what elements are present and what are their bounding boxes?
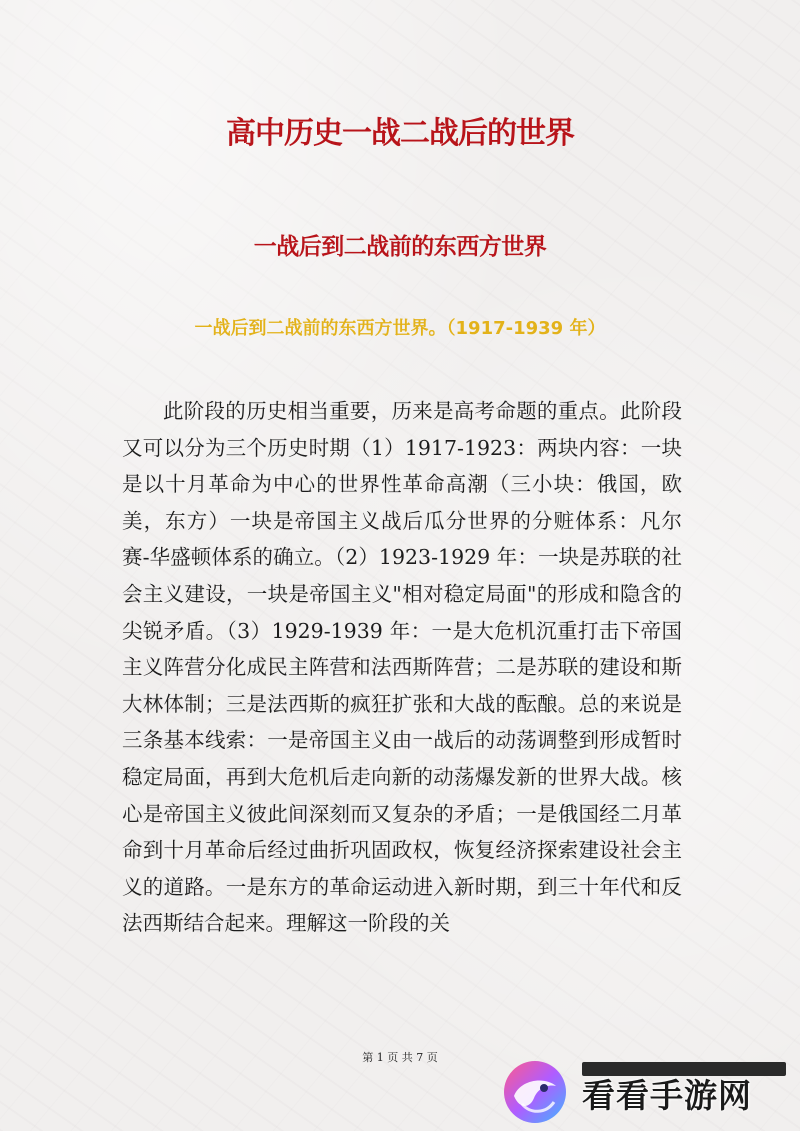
watermark bbox=[500, 1056, 800, 1131]
page-footer: 第 1 页 共 7 页 bbox=[362, 1051, 438, 1064]
page-title: 高中历史一战二战后的世界 bbox=[226, 116, 574, 151]
section-title: 一战后到二战前的东西方世界 bbox=[253, 234, 547, 260]
watermark-text: 看看手游网 bbox=[582, 1076, 752, 1115]
period-heading: 一战后到二战前的东西方世界。（1917-1939 年） bbox=[194, 318, 606, 339]
body-paragraph: 此阶段的历史相当重要，历来是高考命题的重点。此阶段又可以分为三个历史时期（1）1917-1923：两块内容：一块是以十月革命为中心的世界性革命高潮（三小块：俄国，欧美，东方）一块是帝国主义战后瓜分世界的分赃体系：凡尔赛-华盛顿体系的确立。（2）1923-1929 年：一块是苏联的社会主义建设，一块是帝国主义"相对稳定局面"的形成和隐含的尖锐矛盾。（3）1929-1939 年：一是大危机沉重打击下帝国主义阵营分化成民主阵营和法西斯阵营；二是苏联的建设和斯大林体制；三是法西斯的疯狂扩张和大战的酝酿。总的来说是三条基本线索：一是帝国主义由一战后的动荡调整到形成暂时稳定局面，再到大危机后走向新的动荡爆发新的世界大战。核心是帝国主义彼此间深刻而又复杂的矛盾；一是俄国经二月革命到十月革命后经过曲折巩固政权，恢复经济探索建设社会主义的道路。一是东方的革命运动进入新时期，到三十年代和反法西斯结合起来。理解这一阶段的关 bbox=[122, 399, 682, 936]
watermark-logo-icon bbox=[500, 1058, 570, 1126]
